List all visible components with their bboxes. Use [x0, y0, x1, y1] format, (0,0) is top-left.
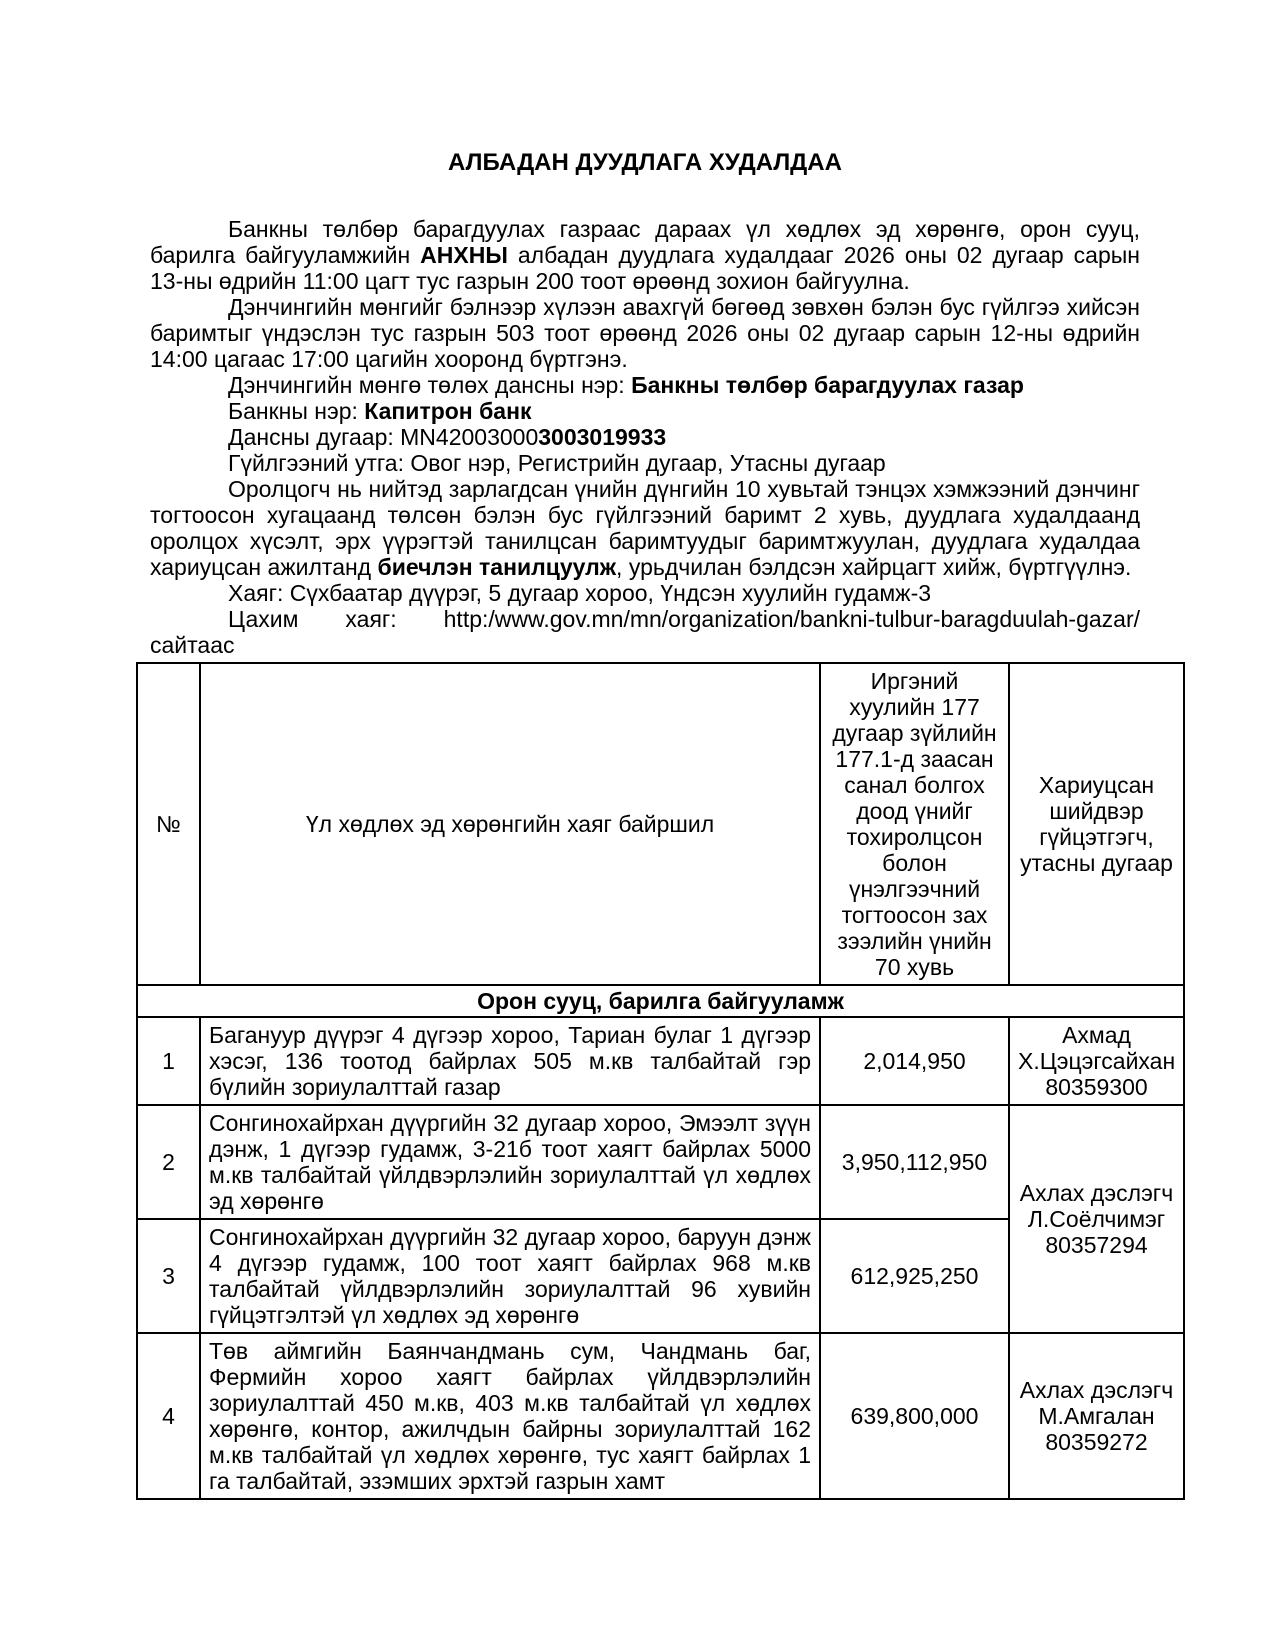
auction-properties-table	[136, 662, 1185, 1500]
cell-property-address: Багануур дүүрэг 4 дүгээр хороо, Тариан булаг 1 дүгээр хэсэг, 136 тоотод байрлах 505 м.кв талбайтай гэр бүлийн зориулалттай газар	[200, 1017, 820, 1105]
table-row	[137, 1333, 1184, 1499]
cell-starting-price: 639,800,000	[820, 1333, 1009, 1499]
section-header-cell: Орон сууц, барилга байгууламж	[137, 985, 1184, 1017]
paragraph-account-name: Дэнчингийн мөнгө төлөх дансны нэр: Банкны төлбөр барагдуулах газар	[228, 372, 1024, 398]
paragraph-office-address: Хаяг: Сүхбаатар дүүрэг, 5 дугаар хороо, Үндсэн хуулийн гудамж-3	[228, 580, 932, 606]
paragraph-auction-announcement: Банкны төлбөр барагдуулах газраас дараах үл хөдлөх эд хөрөнгө, орон сууц, барилга байгууламжийн АНХНЫ албадан дуудлага худалдааг 2026 оны 02 дугаар сарын 13-ны өдрийн 11:00 цагт тус газрын 200 тоот өрөөнд зохион байгуулна.	[150, 216, 1140, 294]
cell-starting-price: 612,925,250	[820, 1219, 1009, 1333]
document-body	[150, 216, 1140, 658]
table-row	[137, 1017, 1184, 1105]
paragraph-bank-name: Банкны нэр: Капитрон банк	[228, 398, 532, 424]
cell-row-number: 4	[137, 1333, 200, 1499]
cell-row-number: 3	[137, 1219, 200, 1333]
cell-property-address: Сонгинохайрхан дүүргийн 32 дугаар хороо, баруун дэнж 4 дүгээр гудамж, 100 тоот хаягт байрлах 968 м.кв талбайтай үйлдвэрлэлийн зориулалттай 96 хувийн гүйцэтгэлтэй үл хөдлөх эд хөрөнгө	[200, 1219, 820, 1333]
cell-row-number: 1	[137, 1017, 200, 1105]
header-cell-property-address: Үл хөдлөх эд хөрөнгийн хаяг байршил	[200, 663, 820, 985]
cell-starting-price: 2,014,950	[820, 1017, 1009, 1105]
document-title: АЛБАДАН ДУУДЛАГА ХУДАЛДАА	[448, 149, 842, 176]
header-cell-executor: Хариуцсан шийдвэр гүйцэтгэгч, утасны дугаар	[1009, 663, 1184, 985]
table-row	[137, 1105, 1184, 1219]
header-cell-number: №	[137, 663, 200, 985]
paragraph-deposit-registration: Дэнчингийн мөнгийг бэлнээр хүлээн авахгүй бөгөөд зөвхөн бэлэн бус гүйлгээ хийсэн баримтыг үндэслэн тус газрын 503 тоот өрөөнд 2026 оны 02 дугаар сарын 12-ны өдрийн 14:00 цагаас 17:00 цагийн хооронд бүртгэнэ.	[150, 294, 1140, 372]
paragraph-participation-requirements: Оролцогч нь нийтэд зарлагдсан үнийн дүнгийн 10 хувьтай тэнцэх хэмжээний дэнчинг тогтоосон хугацаанд төлсөн бэлэн бус гүйлгээний баримт 2 хувь, дуудлага худалдаанд оролцох хүсэлт, эрх үүрэгтэй танилцсан баримтуудыг баримтжуулан, дуудлага худалдаа хариуцсан ажилтанд биечлэн танилцуулж, урьдчилан бэлдсэн хайрцагт хийж, бүртгүүлнэ.	[150, 476, 1140, 580]
paragraph-website-address: Цахим хаяг: http:/www.gov.mn/mn/organization/bankni-tulbur-baragduulah-gazar/ сайтаас	[150, 606, 1140, 658]
cell-executor-contact: Ахмад Х.Цэцэгсайхан 80359300	[1009, 1017, 1184, 1105]
cell-property-address: Төв аймгийн Баянчандмань сум, Чандмань баг, Фермийн хороо хаягт байрлах үйлдвэрлэлийн зориулалттай 450 м.кв, 403 м.кв талбайтай үл хөдлөх хөрөнгө, контор, ажилчдын байрны зориулалттай 162 м.кв талбайтай үл хөдлөх хөрөнгө, тус хаягт байрлах 1 га талбайтай, эзэмших эрхтэй газрын хамт	[200, 1333, 820, 1499]
header-cell-price: Иргэний хуулийн 177 дугаар зүйлийн 177.1-д заасан санал болгох доод үнийг тохиролцсон болон үнэлгээчний тогтоосон зах зээлийн үнийн 70 хувь	[820, 663, 1009, 985]
table-section-row	[137, 985, 1184, 1017]
cell-executor-contact: Ахлах дэслэгч М.Амгалан 80359272	[1009, 1333, 1184, 1499]
cell-executor-contact: Ахлах дэслэгч Л.Соёлчимэг 80357294	[1009, 1105, 1184, 1333]
paragraph-transaction-description: Гүйлгээний утга: Овог нэр, Регистрийн дугаар, Утасны дугаар	[228, 450, 886, 476]
cell-row-number: 2	[137, 1105, 200, 1219]
table-header-row	[137, 663, 1184, 985]
cell-starting-price: 3,950,112,950	[820, 1105, 1009, 1219]
cell-property-address: Сонгинохайрхан дүүргийн 32 дугаар хороо, Эмээлт зүүн дэнж, 1 дүгээр гудамж, 3-21б тоот хаягт байрлах 5000 м.кв талбайтай үйлдвэрлэлийн зориулалттай үл хөдлөх эд хөрөнгө	[200, 1105, 820, 1219]
paragraph-account-number: Дансны дугаар: MN420030003003019933	[228, 424, 667, 450]
